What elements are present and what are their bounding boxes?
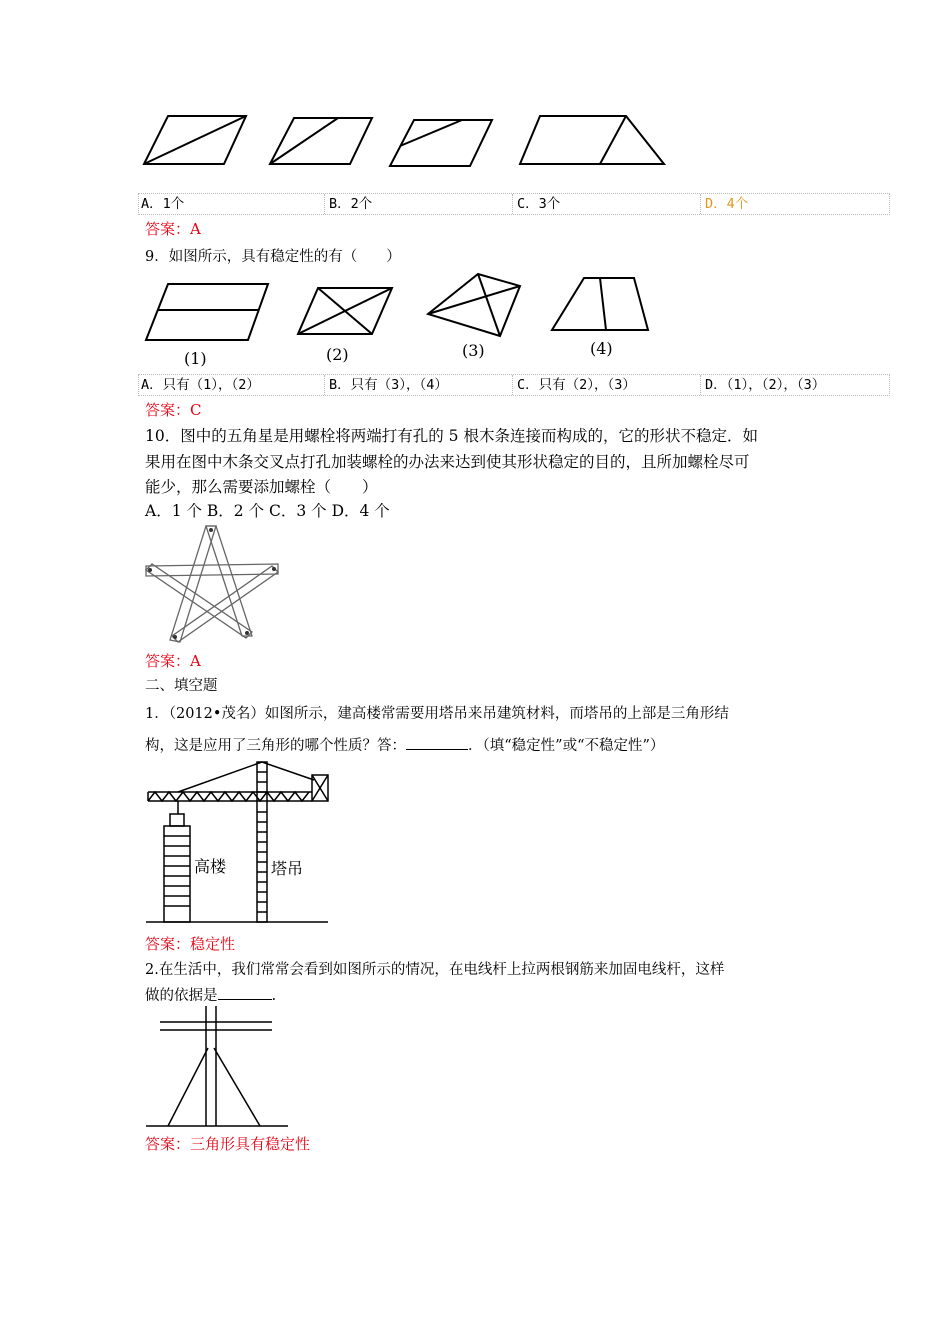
q10-answer: 答案：A: [145, 652, 201, 670]
q9-option-c[interactable]: C．只有（2），（3）: [517, 377, 636, 393]
q10-options: A．1 个 B．2 个 C．3 个 D．4 个: [145, 502, 390, 520]
q8-option-a[interactable]: A．1个: [141, 196, 185, 212]
f1-line2-before: 构，这是应用了三角形的哪个性质？答：: [145, 738, 406, 754]
q8-option-d[interactable]: D．4个: [705, 196, 749, 212]
q10-stem-line3: 能少，那么需要添加螺栓（ ）: [145, 478, 378, 496]
f2-answer: 答案：三角形具有稳定性: [145, 1135, 311, 1153]
q9-stem: 9．如图所示，具有稳定性的有（ ）: [145, 249, 401, 265]
q8-option-b[interactable]: B．2个: [329, 196, 373, 212]
brace-left: [168, 1048, 208, 1126]
q9-option-b[interactable]: B．只有（3），（4）: [329, 377, 448, 393]
q8-option-c[interactable]: C．3个: [517, 196, 561, 212]
q9-fig3-label: (3): [462, 341, 485, 360]
q9-fig1-label: (1): [184, 349, 207, 368]
label-building: 高楼: [194, 857, 227, 876]
q9-fig2-label: (2): [326, 345, 349, 364]
label-crane: 塔吊: [271, 859, 304, 878]
f2-line2-before: 做的依据是: [145, 988, 218, 1004]
f1-line2-after: ．（填“稳定性”或“不稳定性”）: [468, 738, 665, 754]
q8-answer: 答案：A: [145, 220, 201, 238]
q9-option-a[interactable]: A．只有（1），（2）: [141, 377, 260, 393]
brace-right: [214, 1048, 260, 1126]
section2-title: 二、填空题: [145, 678, 218, 694]
f1-line1: 1．（2012•茂名）如图所示，建高楼常需要用塔吊来吊建筑材料，而塔吊的上部是三角形结: [145, 706, 729, 722]
q9-fig4-label: (4): [590, 339, 613, 358]
q9-option-d[interactable]: D．（1），（2），（3）: [705, 377, 826, 393]
f2-line1: 2.在生活中，我们常常会看到如图所示的情况，在电线杆上拉两根钢筋来加固电线杆，这样: [145, 962, 725, 978]
q10-stem-line2: 果用在图中木条交叉点打孔加装螺栓的办法来达到使其形状稳定的目的，且所加螺栓尽可: [145, 453, 750, 471]
q10-stem-line1: 10．图中的五角星是用螺栓将两端打有孔的 5 根木条连接而构成的，它的形状不稳定．如: [145, 427, 758, 445]
f1-answer: 答案：稳定性: [145, 935, 236, 953]
q9-answer: 答案：C: [145, 401, 202, 419]
f2-line2-after: .: [271, 988, 277, 1004]
